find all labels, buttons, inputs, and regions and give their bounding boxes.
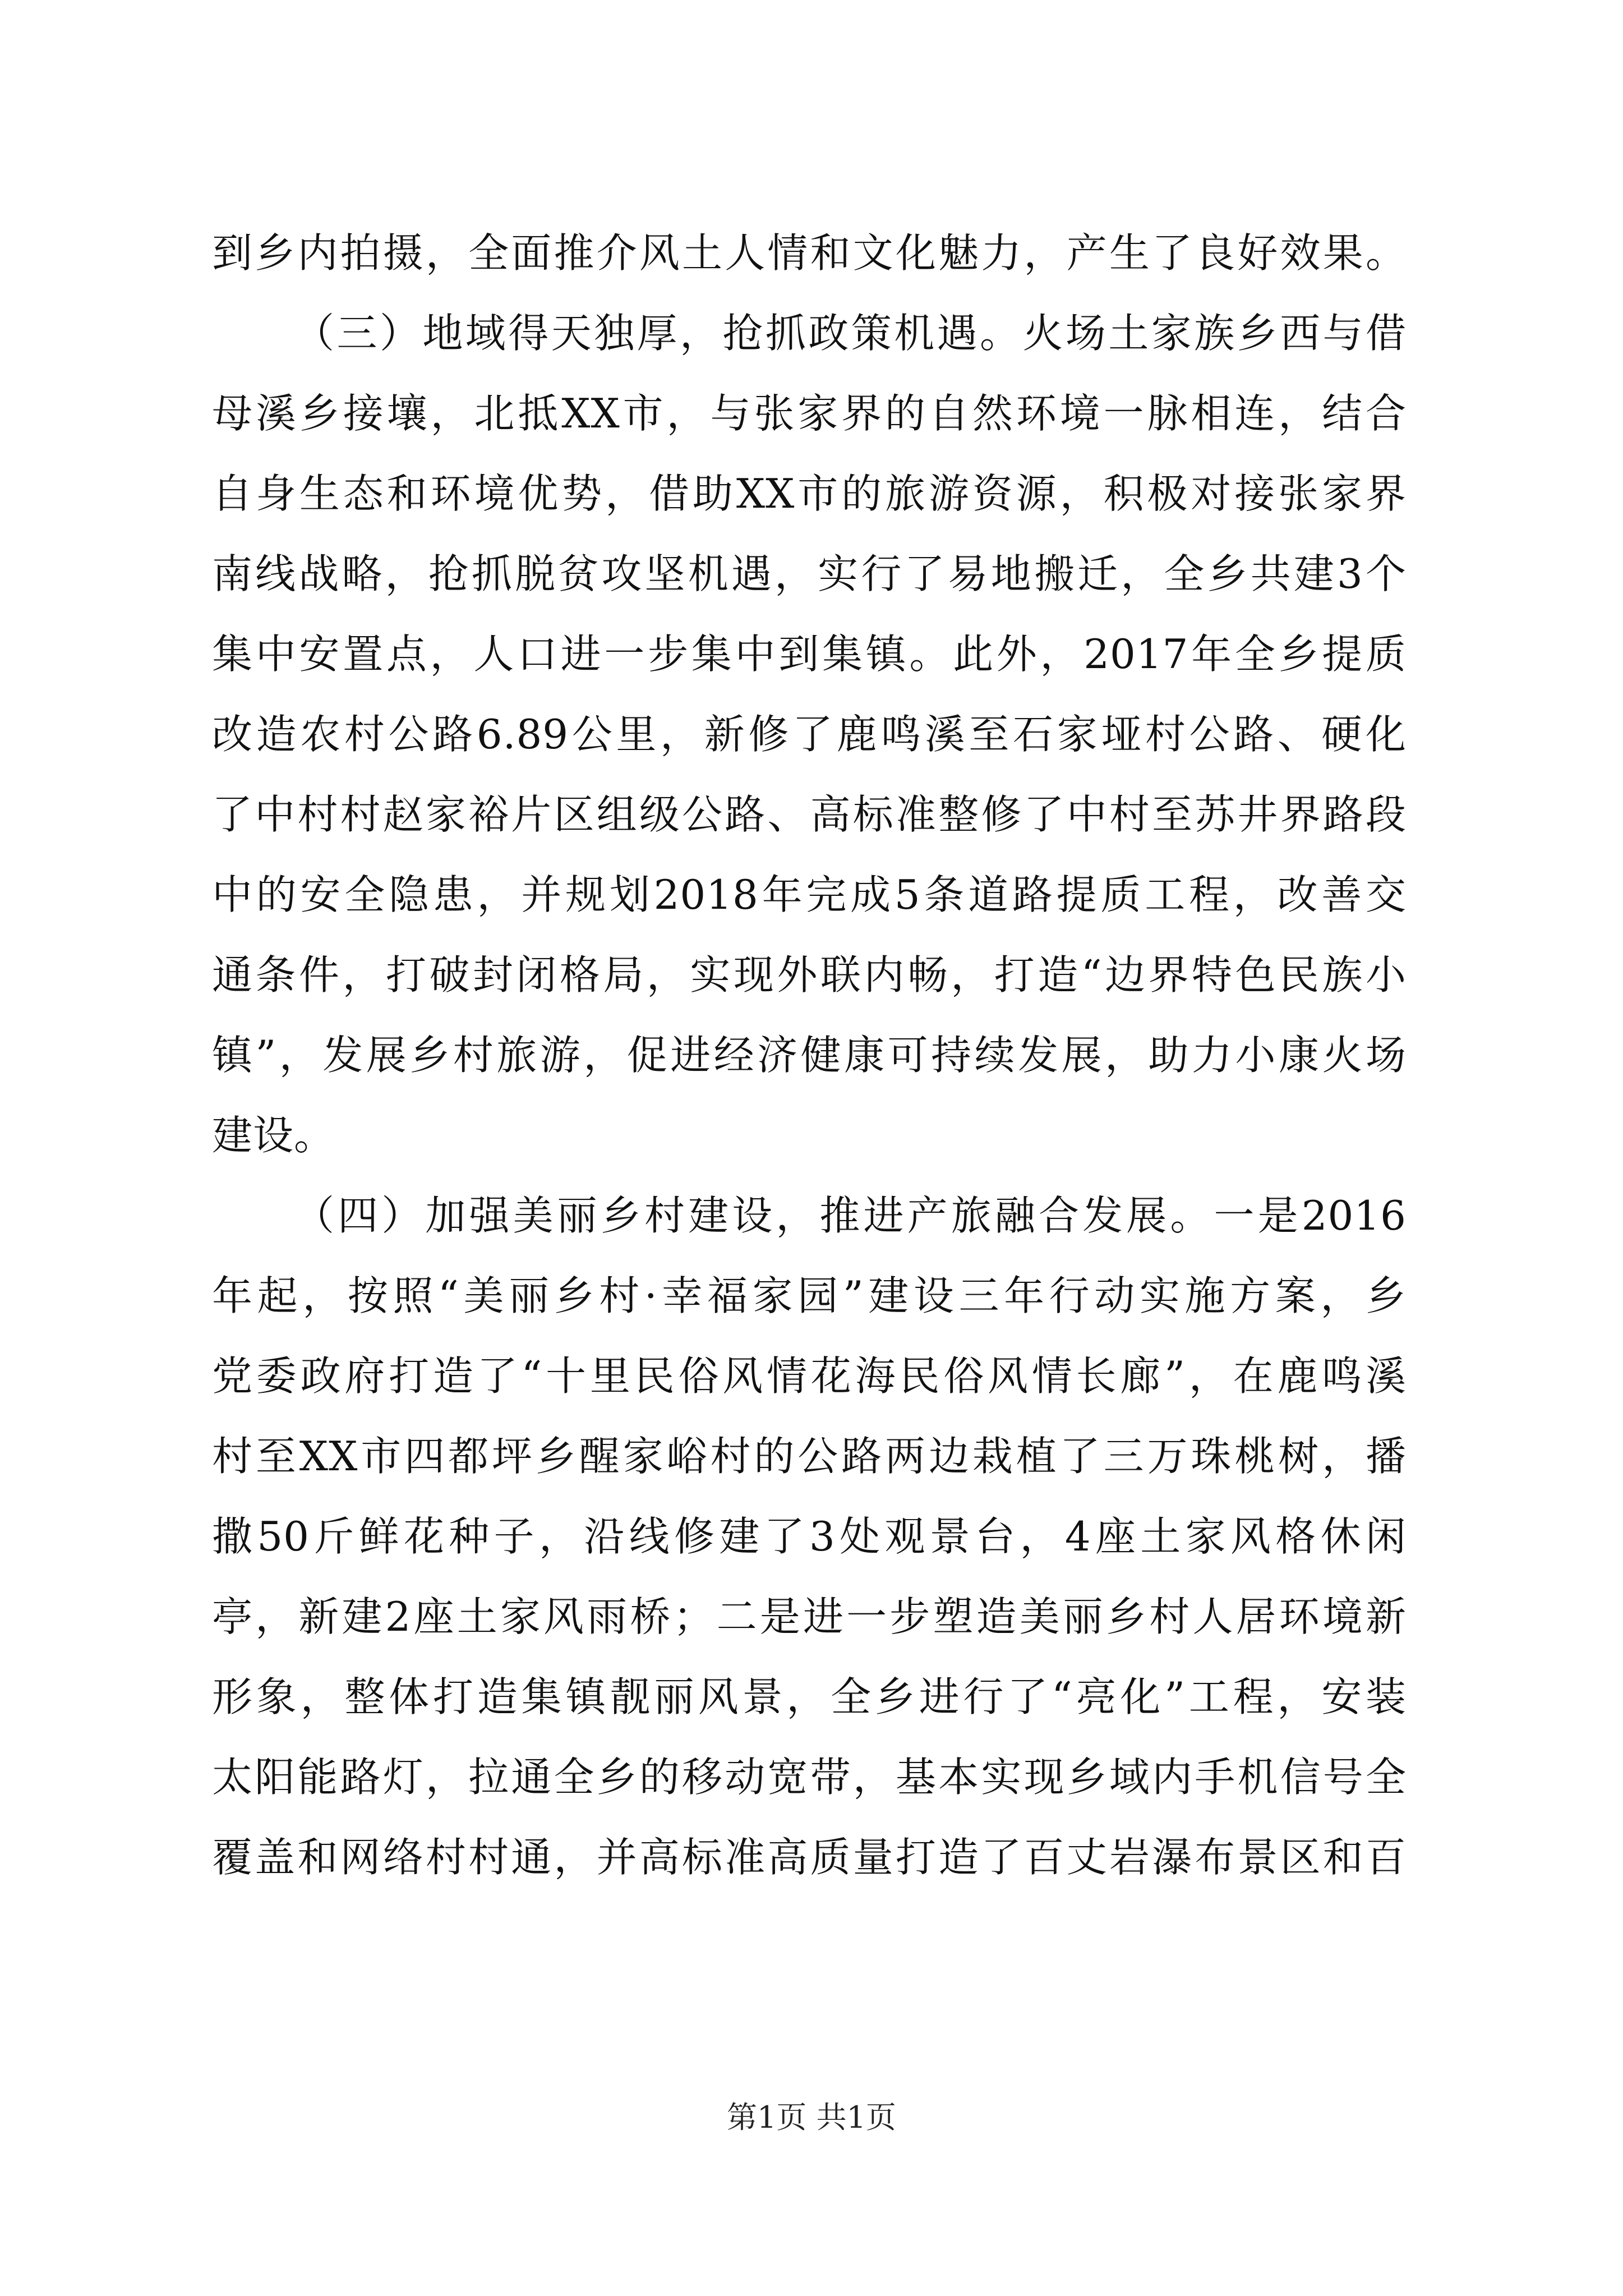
paragraph-heading-line: （三）地域得天独厚，抢抓政策机遇。火场土家族乡西与借 xyxy=(294,310,1407,357)
text-line: 母溪乡接壤，北抵XX市，与张家界的自然环境一脉相连，结合 xyxy=(212,390,1407,437)
text-line: 到乡内拍摄，全面推介风土人情和文化魅力，产生了良好效果。 xyxy=(212,229,1407,277)
text-line: 镇”，发展乡村旅游，促进经济健康可持续发展，助力小康火场 xyxy=(212,1032,1407,1079)
text-line: 中的安全隐患，并规划2018年完成5条道路提质工程，改善交 xyxy=(212,871,1407,918)
document-body xyxy=(212,213,1407,1898)
text-line: 通条件，打破封闭格局，实现外联内畅，打造“边界特色民族小 xyxy=(212,951,1407,999)
text-line: 党委政府打造了“十里民俗风情花海民俗风情长廊”，在鹿鸣溪 xyxy=(212,1352,1407,1400)
text-line: 撒50斤鲜花种子，沿线修建了3处观景台，4座土家风格休闲 xyxy=(212,1513,1407,1560)
text-line: 太阳能路灯，拉通全乡的移动宽带，基本实现乡域内手机信号全 xyxy=(212,1754,1407,1801)
text-line: 村至XX市四都坪乡醒家峪村的公路两边栽植了三万珠桃树，播 xyxy=(212,1433,1407,1480)
paragraph-heading-line: （四）加强美丽乡村建设，推进产旅融合发展。一是2016 xyxy=(294,1192,1407,1239)
text-line: 集中安置点，人口进一步集中到集镇。此外，2017年全乡提质 xyxy=(212,631,1407,678)
text-line: 形象，整体打造集镇靓丽风景，全乡进行了“亮化”工程，安装 xyxy=(212,1673,1407,1720)
text-line: 改造农村公路6.89公里，新修了鹿鸣溪至石家垭村公路、硬化 xyxy=(212,711,1407,758)
text-line: 建设。 xyxy=(212,1112,335,1159)
text-line: 南线战略，抢抓脱贫攻坚机遇，实行了易地搬迁，全乡共建3个 xyxy=(212,550,1407,597)
text-line: 亭，新建2座土家风雨桥；二是进一步塑造美丽乡村人居环境新 xyxy=(212,1593,1407,1640)
text-line: 覆盖和网络村村通，并高标准高质量打造了百丈岩瀑布景区和百 xyxy=(212,1834,1407,1881)
text-line: 了中村村赵家裕片区组级公路、高标准整修了中村至苏井界路段 xyxy=(212,791,1407,838)
page-footer: 第1页 共1页 xyxy=(727,2100,896,2135)
text-line: 自身生态和环境优势，借助XX市的旅游资源，积极对接张家界 xyxy=(212,470,1407,517)
text-line: 年起，按照“美丽乡村·幸福家园”建设三年行动实施方案，乡 xyxy=(212,1272,1407,1319)
